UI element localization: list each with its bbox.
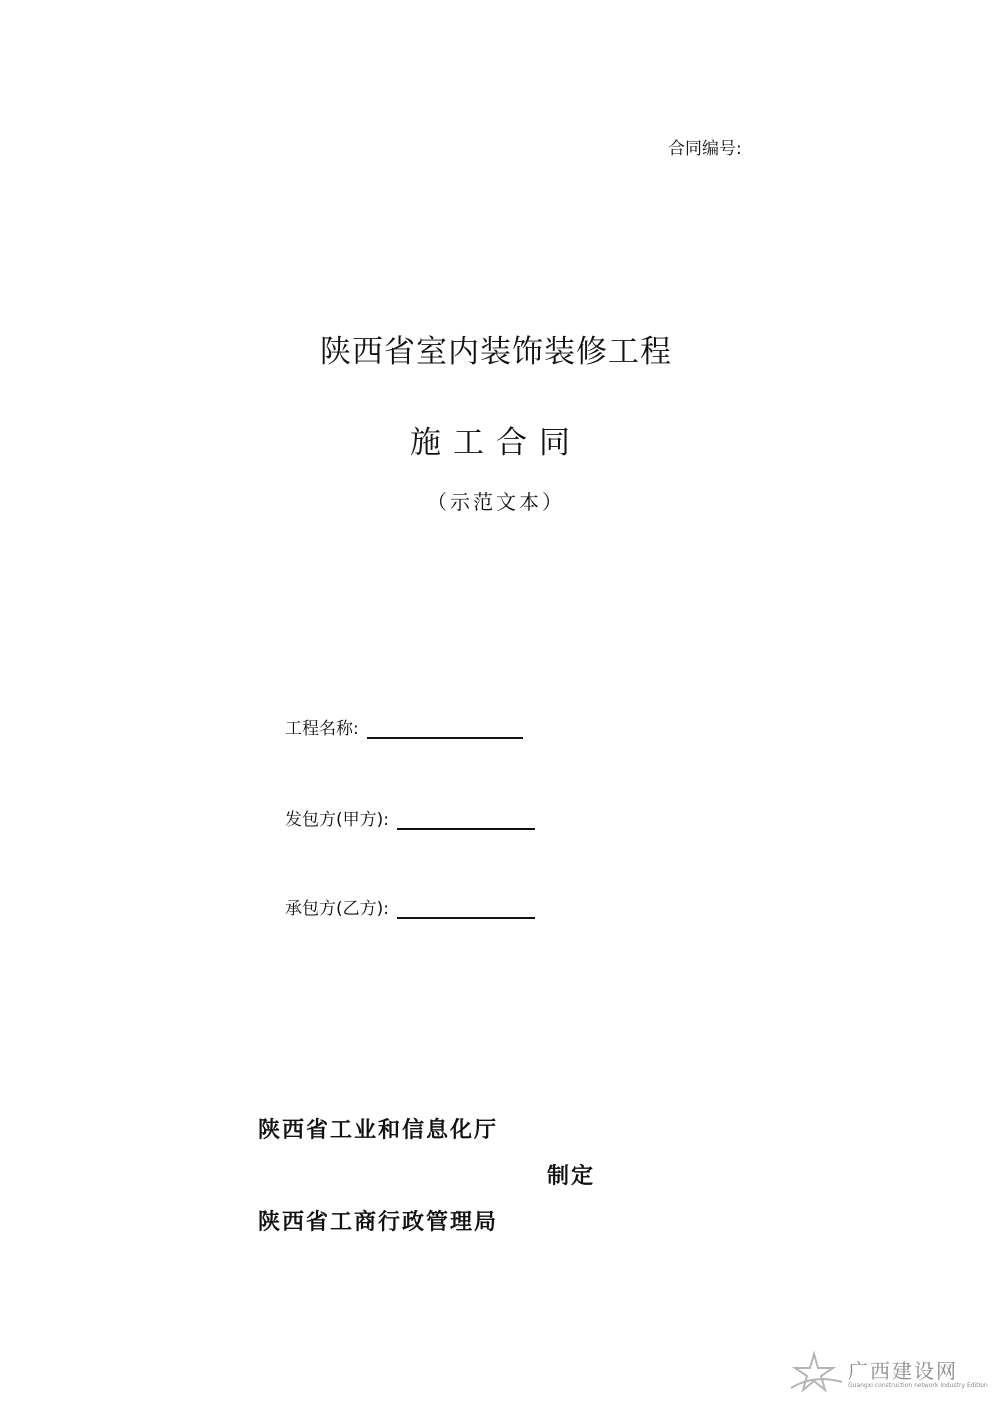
party-b-field (285, 894, 535, 919)
party-b-blank (397, 899, 535, 919)
project-name-blank (367, 719, 523, 739)
issuer-made: 制定 (547, 1164, 596, 1189)
party-a-label: 发包方(甲方): (285, 810, 389, 830)
project-name-label: 工程名称: (285, 719, 359, 739)
watermark-subtitle: Guangxi construction network Industry Edition (848, 1382, 988, 1389)
document-subtitle: 施工合同 (410, 425, 582, 461)
party-a-field (285, 805, 535, 830)
watermark-title: 广西建设网 (848, 1359, 958, 1383)
issuer-line-1: 陕西省工业和信息化厅 (258, 1118, 499, 1143)
issuer-line-2: 陕西省工商行政管理局 (258, 1210, 499, 1235)
party-a-blank (397, 810, 535, 830)
document-title: 陕西省室内装饰装修工程 (320, 334, 672, 370)
project-name-field (285, 714, 523, 739)
party-b-label: 承包方(乙方): (285, 899, 389, 919)
contract-number-label: 合同编号: (668, 139, 742, 159)
document-note: （示范文本） (427, 490, 565, 514)
